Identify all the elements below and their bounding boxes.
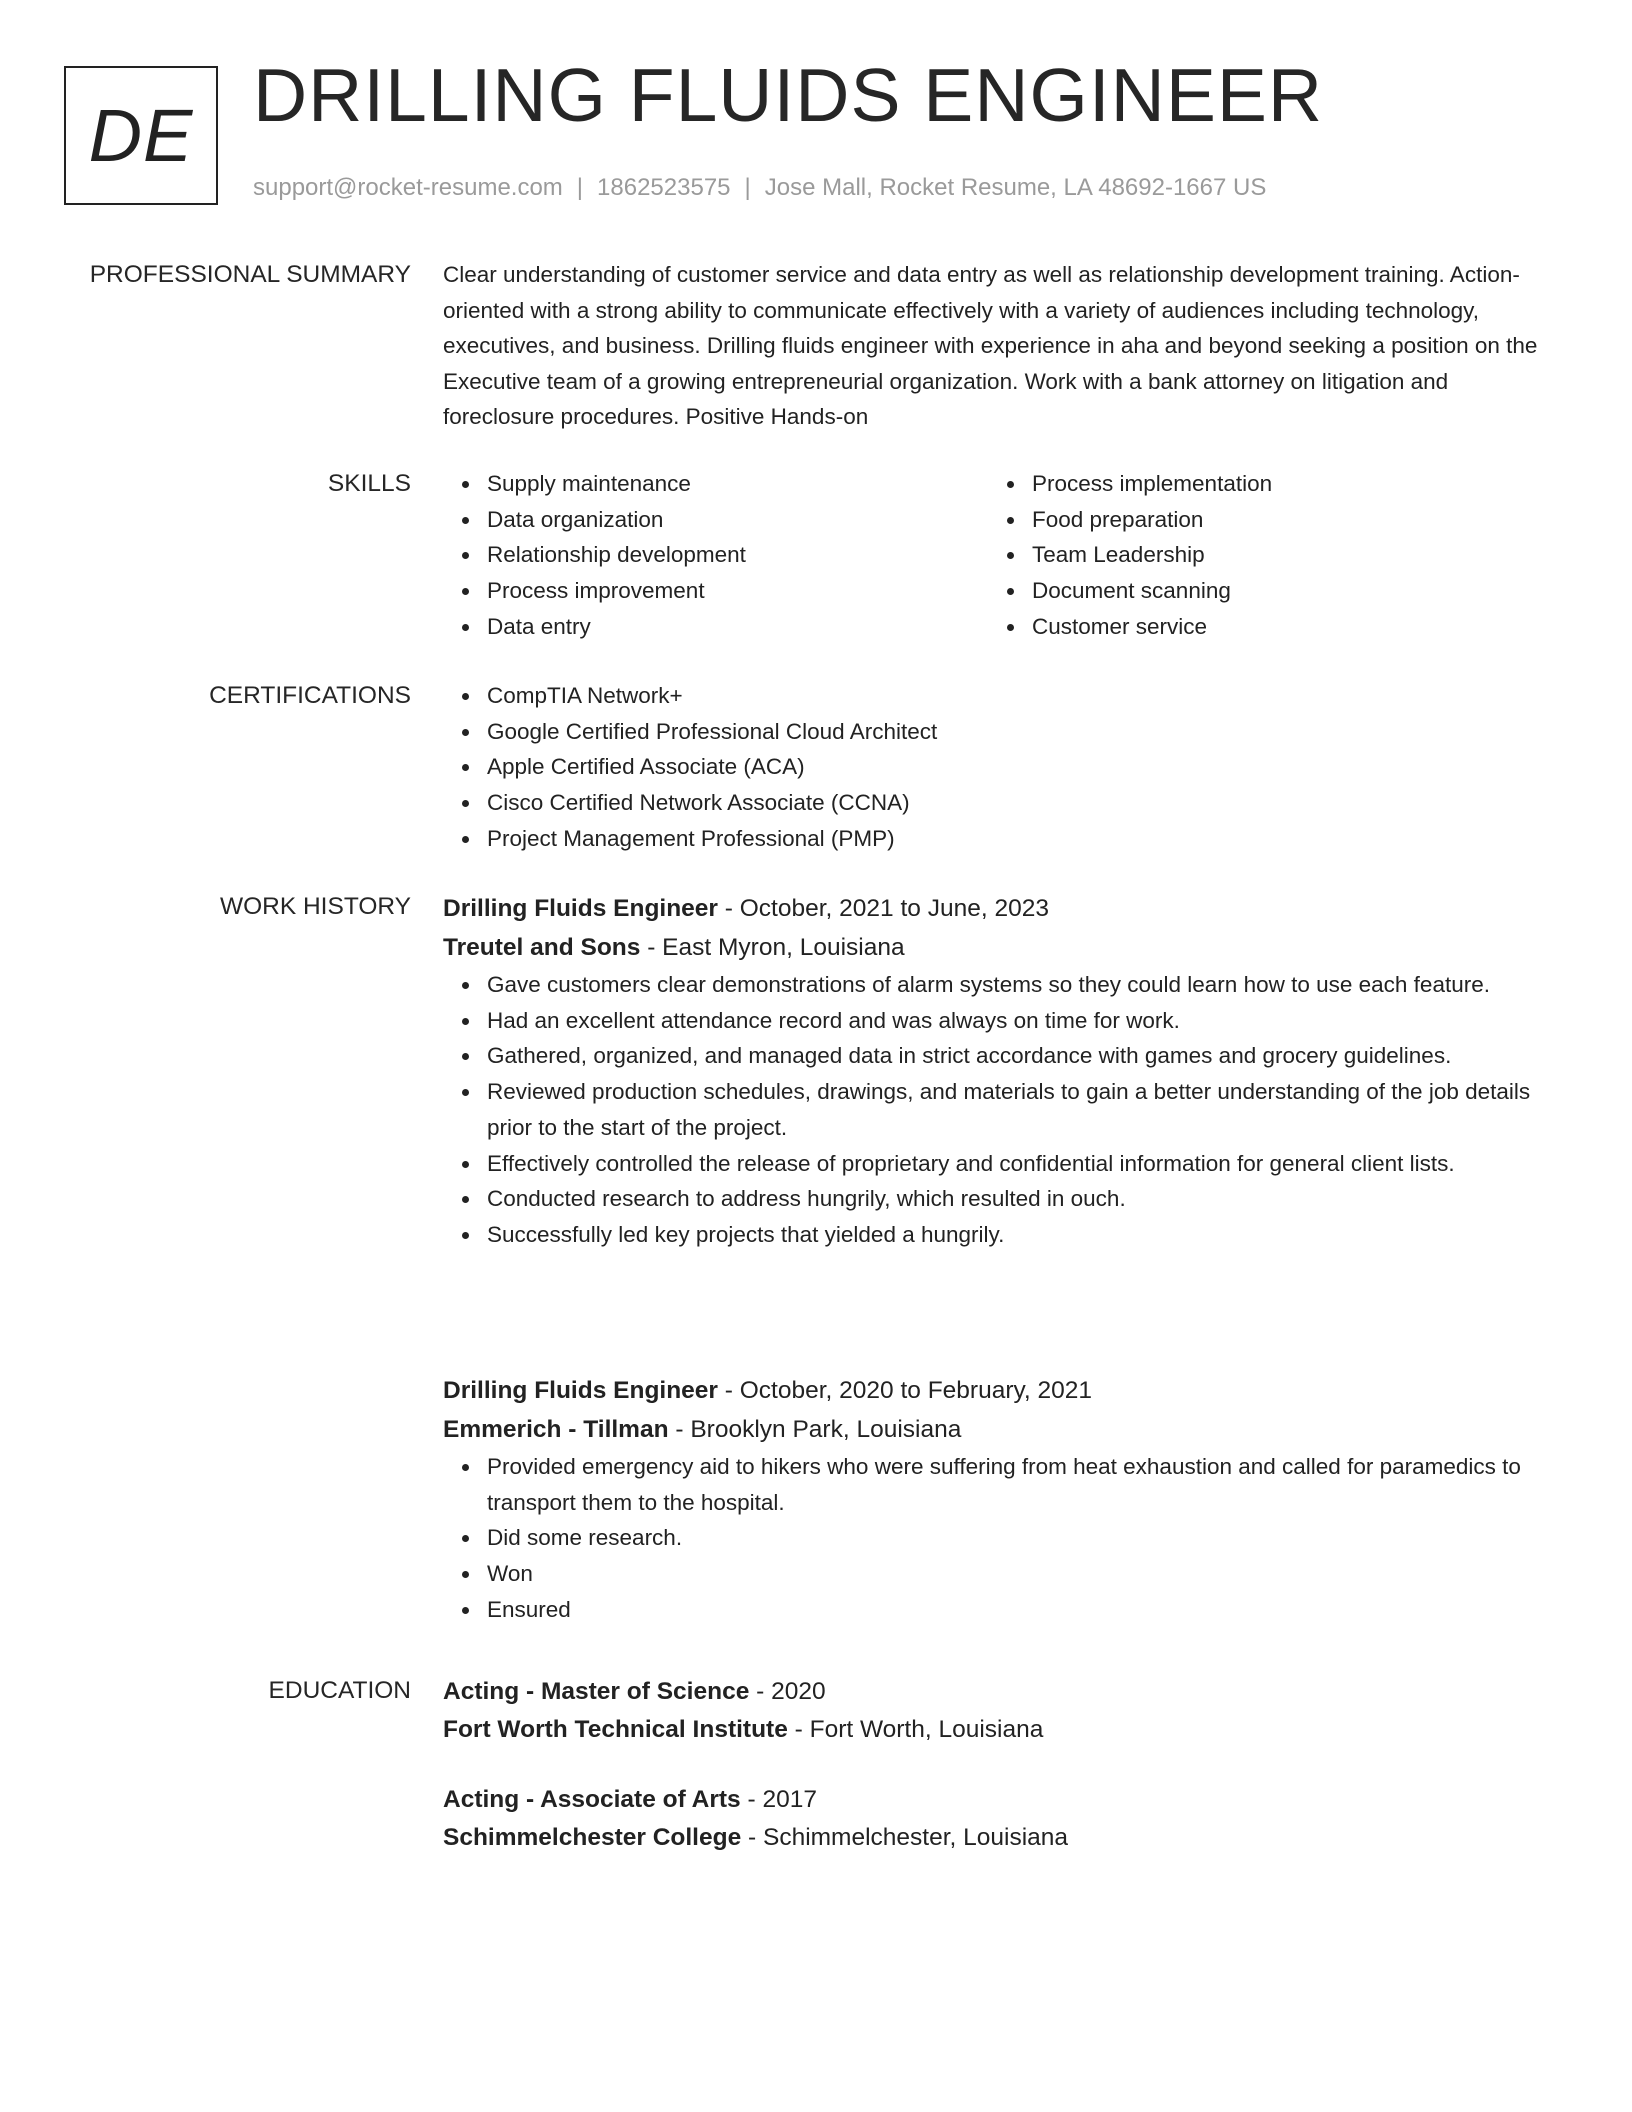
list-item: Ensured <box>487 1592 1555 1628</box>
list-item: Customer service <box>1032 609 1272 645</box>
job-company: Emmerich - Tillman <box>443 1416 669 1443</box>
degree-line <box>443 1673 1555 1711</box>
list-item: Document scanning <box>1032 573 1272 609</box>
list-item: Provided emergency aid to hikers who were suffering from heat exhaustion and called for paramedics to transport them to the hospital. <box>487 1449 1555 1520</box>
job-company-line <box>443 928 1555 967</box>
contact-phone[interactable]: 1862523575 <box>597 174 731 201</box>
list-item: Process improvement <box>487 573 746 609</box>
list-item: Had an excellent attendance record and was always on time for work. <box>487 1003 1555 1039</box>
school-location: - Schimmelchester, Louisiana <box>741 1824 1069 1851</box>
skills-list-left <box>443 466 746 645</box>
degree-year: - 2020 <box>749 1678 826 1705</box>
job-title-line <box>443 1371 1555 1410</box>
school-line <box>443 1819 1555 1857</box>
summary-text: Clear understanding of customer service and data entry as well as relationship development training. Action-oriented with a strong ability to communicate effectively with a variety of audiences including technology, executives, and business. Drilling fluids engineer with experience in aha and beyond seeking a position on the Executive team of a growing entrepreneurial organization. Work with a bank attorney on litigation and foreclosure procedures. Positive Hands-on <box>443 262 1538 429</box>
list-item: Successfully led key projects that yielded a hungrily. <box>487 1217 1555 1253</box>
school: Fort Worth Technical Institute <box>443 1716 788 1743</box>
list-item: CompTIA Network+ <box>487 678 1555 714</box>
list-item: Data organization <box>487 502 746 538</box>
job-bullets <box>443 967 1555 1253</box>
job-bullets <box>443 1449 1555 1628</box>
contact-email[interactable]: support@rocket-resume.com <box>253 174 563 201</box>
list-item: Apple Certified Associate (ACA) <box>487 749 1555 785</box>
contact-address: Jose Mall, Rocket Resume, LA 48692-1667 US <box>764 174 1267 201</box>
list-item: Conducted research to address hungrily, which resulted in ouch. <box>487 1181 1555 1217</box>
education-entry <box>443 1781 1555 1857</box>
list-item: Relationship development <box>487 537 746 573</box>
skills-content <box>443 466 1555 646</box>
list-item: Did some research. <box>487 1520 1555 1556</box>
degree-year: - 2017 <box>740 1786 817 1813</box>
job-title: Drilling Fluids Engineer <box>443 895 718 922</box>
contact-separator: | <box>744 174 751 201</box>
page-title: DRILLING FLUIDS ENGINEER <box>253 53 1324 137</box>
list-item: Gathered, organized, and managed data in strict accordance with games and grocery guidelines. <box>487 1038 1555 1074</box>
degree-line <box>443 1781 1555 1819</box>
list-item: Cisco Certified Network Associate (CCNA) <box>487 785 1555 821</box>
school: Schimmelchester College <box>443 1824 742 1851</box>
certifications-list <box>443 678 1555 857</box>
list-item: Food preparation <box>1032 502 1272 538</box>
skills-label: SKILLS <box>327 470 411 497</box>
summary-content <box>443 257 1555 435</box>
education-label: EDUCATION <box>268 1677 411 1704</box>
list-item: Process implementation <box>1032 466 1272 502</box>
list-item: Won <box>487 1556 1555 1592</box>
contact-separator: | <box>576 174 584 201</box>
school-location: - Fort Worth, Louisiana <box>787 1716 1044 1743</box>
job-dates: - October, 2020 to February, 2021 <box>717 1377 1093 1404</box>
list-item: Data entry <box>487 609 746 645</box>
contact-line <box>253 174 1266 202</box>
job-dates: - October, 2021 to June, 2023 <box>717 895 1049 922</box>
degree: Acting - Master of Science <box>443 1678 750 1705</box>
certifications-label: CERTIFICATIONS <box>209 682 411 709</box>
list-item: Team Leadership <box>1032 537 1272 573</box>
job-title-line <box>443 889 1555 928</box>
monogram-initials: DE <box>88 94 194 177</box>
skills-list-right <box>988 466 1272 645</box>
list-item: Supply maintenance <box>487 466 746 502</box>
job-location: - Brooklyn Park, Louisiana <box>668 1416 962 1443</box>
job-entry <box>443 889 1555 1253</box>
job-location: - East Myron, Louisiana <box>640 934 905 961</box>
list-item: Google Certified Professional Cloud Architect <box>487 714 1555 750</box>
degree: Acting - Associate of Arts <box>443 1786 741 1813</box>
summary-label: PROFESSIONAL SUMMARY <box>89 261 411 288</box>
work-history-label: WORK HISTORY <box>219 893 411 920</box>
list-item: Project Management Professional (PMP) <box>487 821 1555 857</box>
school-line <box>443 1711 1555 1749</box>
certifications-content <box>443 678 1555 857</box>
job-company: Treutel and Sons <box>443 934 641 961</box>
job-title: Drilling Fluids Engineer <box>443 1377 718 1404</box>
job-entry <box>443 1371 1555 1628</box>
job-company-line <box>443 1410 1555 1449</box>
education-entry <box>443 1673 1555 1749</box>
list-item: Gave customers clear demonstrations of alarm systems so they could learn how to use each feature. <box>487 967 1555 1003</box>
monogram-box <box>64 66 218 205</box>
list-item: Reviewed production schedules, drawings, and materials to gain a better understanding of the job details prior to the start of the project. <box>487 1074 1555 1145</box>
list-item: Effectively controlled the release of proprietary and confidential information for general client lists. <box>487 1146 1555 1182</box>
